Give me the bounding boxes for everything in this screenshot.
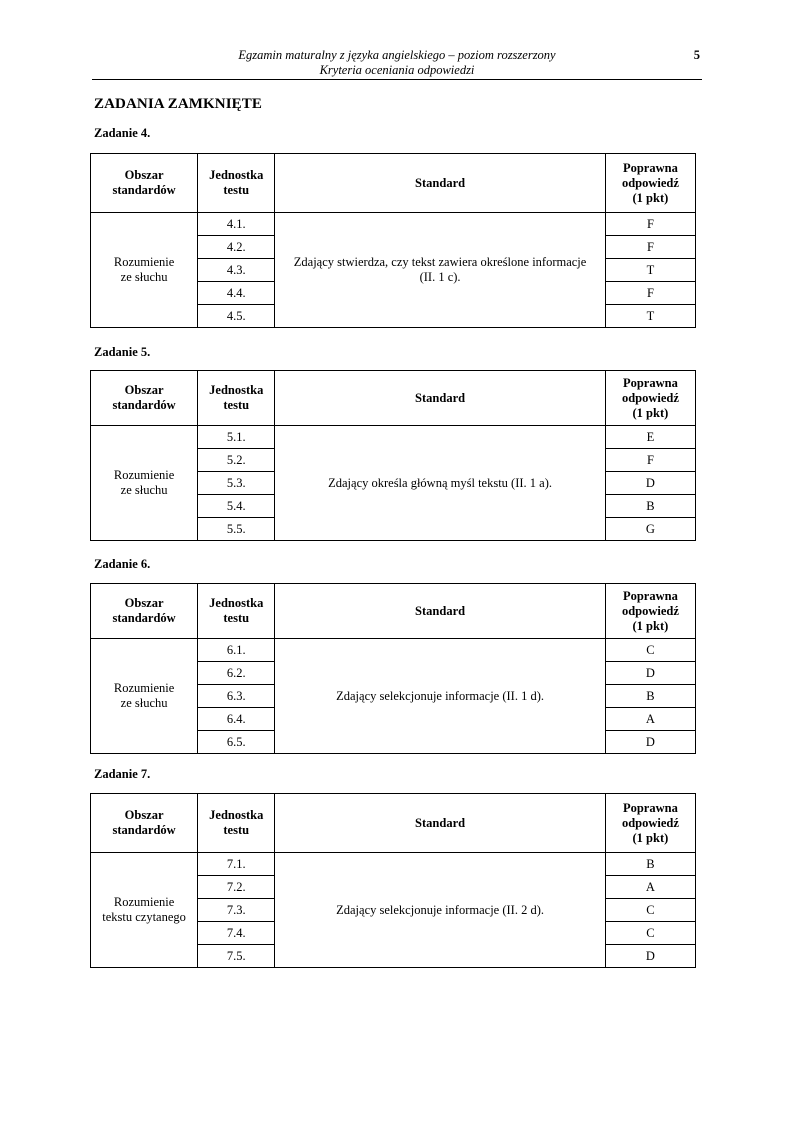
header-exam-title: Egzamin maturalny z języka angielskiego – poziom rozszerzony <box>238 48 556 62</box>
answer-cell: F <box>605 282 695 305</box>
unit-cell: 7.4. <box>198 922 275 945</box>
answer-cell: B <box>605 495 695 518</box>
col-header-standard: Standard <box>275 584 606 639</box>
unit-cell: 4.5. <box>198 305 275 328</box>
page-header <box>92 47 702 80</box>
table-header-row <box>91 794 696 853</box>
unit-cell: 5.4. <box>198 495 275 518</box>
col-header-answer: Poprawna odpowiedź (1 pkt) <box>605 371 695 426</box>
table-row <box>91 426 696 449</box>
col-header-unit: Jednostka testu <box>198 371 275 426</box>
unit-cell: 7.1. <box>198 853 275 876</box>
answer-cell: F <box>605 213 695 236</box>
col-header-area: Obszar standardów <box>91 154 198 213</box>
answer-cell: F <box>605 236 695 259</box>
standard-cell: Zdający stwierdza, czy tekst zawiera określone informacje (II. 1 c). <box>275 213 606 328</box>
answer-cell: D <box>605 731 695 754</box>
table-row <box>91 639 696 662</box>
answer-cell: B <box>605 853 695 876</box>
table-header-row <box>91 584 696 639</box>
unit-cell: 5.2. <box>198 449 275 472</box>
col-header-standard: Standard <box>275 154 606 213</box>
col-header-area: Obszar standardów <box>91 794 198 853</box>
answer-cell: C <box>605 639 695 662</box>
header-criteria-title: Kryteria oceniania odpowiedzi <box>319 63 475 77</box>
unit-cell: 6.1. <box>198 639 275 662</box>
col-header-unit: Jednostka testu <box>198 794 275 853</box>
answer-cell: E <box>605 426 695 449</box>
answer-cell: D <box>605 662 695 685</box>
task-table <box>90 793 696 968</box>
task-label: Zadanie 4. <box>94 126 151 140</box>
answer-cell: D <box>605 472 695 495</box>
table-header-row <box>91 154 696 213</box>
col-header-unit: Jednostka testu <box>198 584 275 639</box>
answer-cell: T <box>605 305 695 328</box>
unit-cell: 6.2. <box>198 662 275 685</box>
answer-cell: T <box>605 259 695 282</box>
unit-cell: 5.3. <box>198 472 275 495</box>
answer-cell: A <box>605 708 695 731</box>
unit-cell: 4.3. <box>198 259 275 282</box>
answer-cell: A <box>605 876 695 899</box>
area-cell: Rozumienie ze słuchu <box>91 213 198 328</box>
col-header-area: Obszar standardów <box>91 371 198 426</box>
unit-cell: 7.3. <box>198 899 275 922</box>
col-header-standard: Standard <box>275 794 606 853</box>
col-header-standard: Standard <box>275 371 606 426</box>
unit-cell: 5.5. <box>198 518 275 541</box>
col-header-area: Obszar standardów <box>91 584 198 639</box>
unit-cell: 6.5. <box>198 731 275 754</box>
col-header-answer: Poprawna odpowiedź (1 pkt) <box>605 154 695 213</box>
section-title: ZADANIA ZAMKNIĘTE <box>94 96 262 112</box>
unit-cell: 6.3. <box>198 685 275 708</box>
unit-cell: 4.1. <box>198 213 275 236</box>
page-number: 5 <box>693 48 700 62</box>
table-header-row <box>91 371 696 426</box>
answer-cell: G <box>605 518 695 541</box>
standard-cell: Zdający selekcjonuje informacje (II. 1 d). <box>275 639 606 754</box>
standard-cell: Zdający określa główną myśl tekstu (II. 1 a). <box>275 426 606 541</box>
answer-cell: B <box>605 685 695 708</box>
task-label: Zadanie 5. <box>94 345 151 359</box>
task-table <box>90 153 696 328</box>
unit-cell: 4.2. <box>198 236 275 259</box>
answer-cell: F <box>605 449 695 472</box>
col-header-answer: Poprawna odpowiedź (1 pkt) <box>605 794 695 853</box>
task-table <box>90 583 696 754</box>
area-cell: Rozumienie tekstu czytanego <box>91 853 198 968</box>
table-row <box>91 853 696 876</box>
standard-cell: Zdający selekcjonuje informacje (II. 2 d). <box>275 853 606 968</box>
answer-cell: C <box>605 922 695 945</box>
unit-cell: 6.4. <box>198 708 275 731</box>
col-header-unit: Jednostka testu <box>198 154 275 213</box>
unit-cell: 7.5. <box>198 945 275 968</box>
task-label: Zadanie 7. <box>94 767 151 781</box>
col-header-answer: Poprawna odpowiedź (1 pkt) <box>605 584 695 639</box>
unit-cell: 4.4. <box>198 282 275 305</box>
area-cell: Rozumienie ze słuchu <box>91 426 198 541</box>
unit-cell: 5.1. <box>198 426 275 449</box>
task-label: Zadanie 6. <box>94 557 151 571</box>
answer-cell: D <box>605 945 695 968</box>
answer-cell: C <box>605 899 695 922</box>
unit-cell: 7.2. <box>198 876 275 899</box>
area-cell: Rozumienie ze słuchu <box>91 639 198 754</box>
task-table <box>90 370 696 541</box>
table-row <box>91 213 696 236</box>
